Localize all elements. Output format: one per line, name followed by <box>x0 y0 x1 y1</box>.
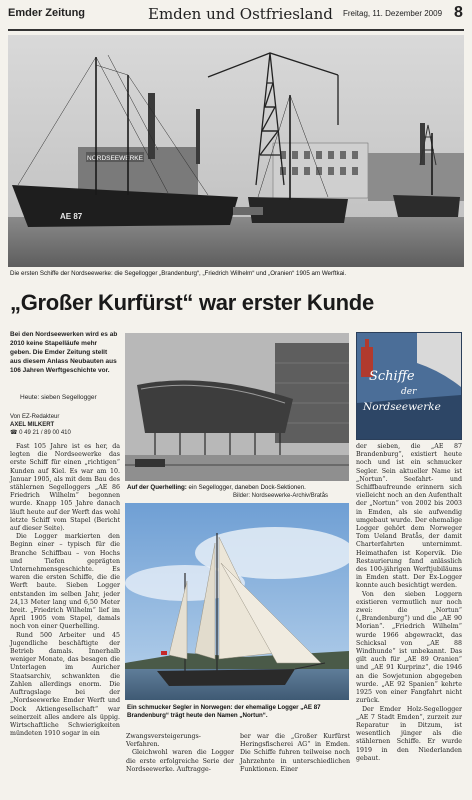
top-photo-caption: Die ersten Schiffe der Nordseewerke: die Segellogger „Brandenburg“, „Friedrich Wilhelm“ und „Oranien“ 1905 am Werftkai. <box>10 270 347 277</box>
body-column-2b <box>240 733 350 774</box>
badge-line-3: Nordseewerke <box>363 401 441 413</box>
section-title: Emden und Ostfriesland <box>148 5 333 23</box>
body-paragraph: Der Emder Holz-Segellogger „AE 7 Stadt Emden“, zurzeit zur Reparatur in Ditzum, ist wesentlich jünger als die stählernen Schiffe. Er wurde 1919 in den Niederlanden gebaut. <box>356 705 462 762</box>
slipway-caption-bold: Auf der Querhelling: <box>127 484 187 491</box>
body-column-1 <box>10 443 120 738</box>
body-paragraph: Zwangsversteigerungs-Verfahren. <box>126 733 201 749</box>
author-phone: ☎ 0 49 21 / 89 00 410 <box>10 430 71 436</box>
article-lead: Bei den Nordseewerken wird es ab 2010 keine Stapelläufe mehr geben. Die Emder Zeitung stellt aus diesem Anlass Neubauten aus 106 Jahren Werftgeschichte vor. <box>10 331 118 374</box>
body-paragraph: ber war die „Großer Kurfürst Heringsfischerei AG“ in Emden. Die Schiffe fuhren teilweise noch Jahrzehnte in unterschiedlichen Funktionen. Einer <box>240 733 350 773</box>
slipway-caption-text: ein Segellogger, daneben Dock-Sektionen. <box>186 484 306 491</box>
sailing-ship-photo <box>125 503 349 700</box>
body-paragraph: Die Logger markierten den Beginn einer – typisch für die Branche Schiffbau – von Hochs und Tiefen geprägten Unternehmensgeschichte. Es waren die ersten Schiffe, die die Werft baute. Sieben Logger entstanden im selben Jahr, jeder 24,13 Meter lang und 6,50 Meter breit. „Friedrich Wilhelm“ lief im April 1905 vom Stapel, damals noch von einer Querhelling. <box>10 533 120 631</box>
slipway-photo <box>125 333 349 481</box>
ship-name-text: AE 87 <box>60 212 83 221</box>
author-name: AXEL MILKERT <box>10 422 55 428</box>
body-paragraph: Gleichwohl waren die Logger die erste erfolgreiche Serie der Nordseewerke. Auftragge- <box>126 749 234 773</box>
badge-line-2: der <box>401 387 417 397</box>
body-paragraph: der sieben, die „AE 87 Brandenburg“, existiert heute noch und ist ein schmucker Segler. Sein aktueller Name ist „Nortun“. Seefahrt- und Schiffbaufreunde erinnern sich vielleicht noch an den Aufenthalt der „Nortun“ von 2002 bis 2003 in Emden, als sie aufwendig umgebaut wurde. Der ehemalige Logger gehört dem Norweger Tom Ueland Bratås, der damit Charterfahrten unternimmt. Heimathafen ist Kopervik. Die Restaurierung fand anlässlich des 100-jährigen Werftjubiläums in Emden statt. Der Ex-Logger konnte auch besichtigt werden. <box>356 443 462 590</box>
building-sign-text: NORDSEEWERKE <box>87 155 143 162</box>
badge-line-1: Schiffe <box>369 369 415 384</box>
badge-background-icon <box>357 333 461 439</box>
issue-date: Freitag, 11. Dezember 2009 <box>343 9 443 18</box>
author-block <box>10 413 118 437</box>
body-column-2a <box>126 733 234 774</box>
slipway-illustration <box>125 333 349 481</box>
shipyard-illustration <box>8 35 464 267</box>
page-number: 8 <box>454 4 463 21</box>
article-headline: „Großer Kurfürst“ war erster Kunde <box>10 290 374 315</box>
photo-credit: Bilder: Nordseewerke-Archiv/Bratås <box>233 493 329 499</box>
series-subhead: Heute: sieben Segellogger <box>20 394 97 401</box>
body-column-3 <box>356 443 462 763</box>
top-photo-shipyard <box>8 35 464 267</box>
newspaper-name: Emder Zeitung <box>8 7 86 19</box>
page-header <box>8 5 464 31</box>
body-paragraph: Von den sieben Loggern existieren vermutlich nur noch zwei: die „Nortun“ („Brandenburg“) und die „AE 90 Morian“. „Friedrich Wilhelm“ wurde 1966 abgewrackt, das Schicksal von „AE 88 Windhunde“ ist unbekannt. Das gilt auch für „AE 89 Oranien“ und „AE 91 Kurprinz“, die 1946 an die Sowjetunion abgegeben wurde. „AE 92 Spanien“ kehrte 1925 von einer Fangfahrt nicht zurück. <box>356 590 462 705</box>
series-badge <box>356 332 462 440</box>
author-line: Von EZ-Redakteur <box>10 414 60 420</box>
body-paragraph: Rund 500 Arbeiter und 45 Jugendliche beschäftigte der Betrieb damals. Innerhalb weniger Monate, das besagen die Unterlagen im Auricher Staatsarchiv, schwankten die Zahlen allerdings enorm. Die Auftragslage bei der „Nordseewerke Emder Werft und Dock Aktiengesellschaft“ war seinerzeit alles andere als üppig. Wirtschaftliche Schwierigkeiten mündeten 1910 sogar in ein <box>10 631 120 738</box>
sailing-ship-caption: Ein schmucker Segler in Norwegen: der ehemalige Logger „AE 87 Brandenburg“ trägt heute den Namen „Nortun“. <box>127 704 321 719</box>
slipway-caption <box>127 484 349 492</box>
body-paragraph: Fast 105 Jahre ist es her, da legten die Nordseewerke das erste Schiff für einen „richtigen“ Kunden auf Kiel. Es war am 10. Januar 1905, als mit dem Bau des stählernen Segelloggers „AE 86 Friedrich Wilhelm“ begonnen wurde. Knapp 105 Jahre danach läuft heute auf der Werft das wohl letzte Schiff vom Stapel (Bericht auf dieser Seite). <box>10 443 120 533</box>
sailing-ship-illustration <box>125 503 349 700</box>
